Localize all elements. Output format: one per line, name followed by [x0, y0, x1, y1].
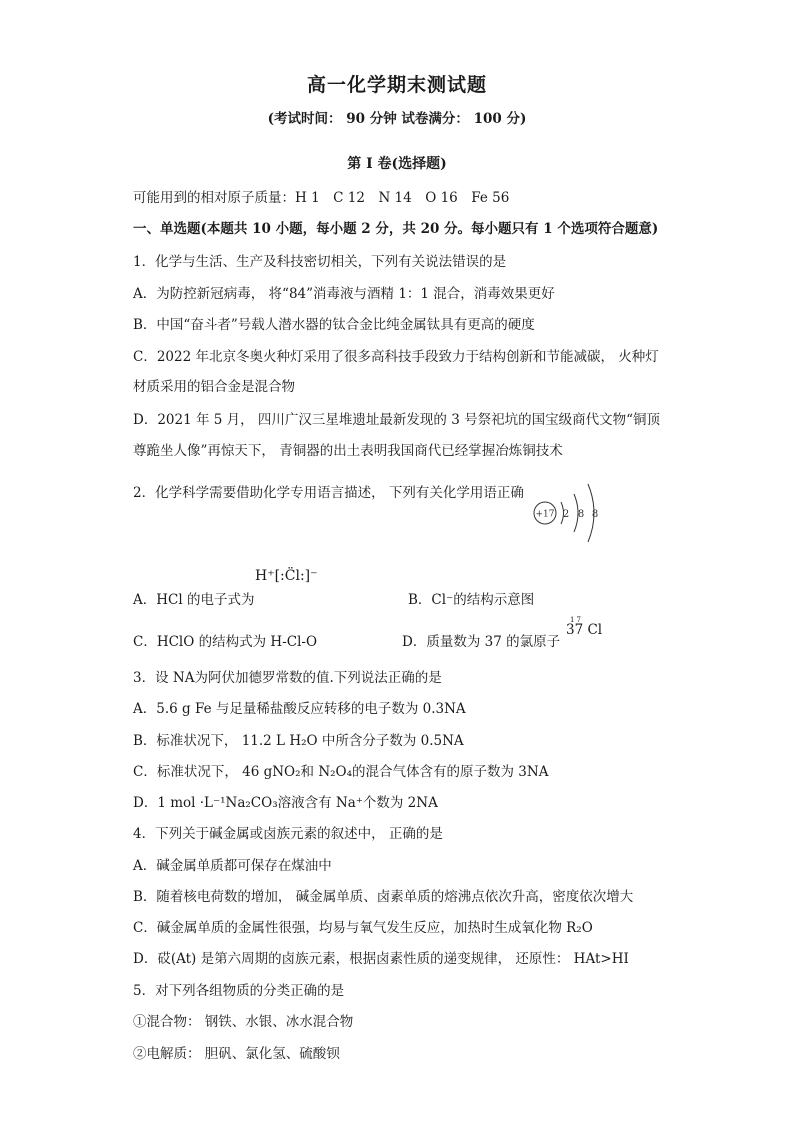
q5-stem: 5．对下列各组物质的分类正确的是	[133, 983, 345, 999]
part1-heading: 一、单选题(本题共 10 小题，每小题 2 分，共 20 分。每小题只有 1 个选项符合题意)	[133, 221, 659, 237]
isotope-symbol: 37 Cl	[566, 622, 603, 638]
q1-stem: 1．化学与生活、生产及科技密切相关，下列有关说法错误的是	[133, 254, 507, 270]
q2-option-b: B．Cl⁻的结构示意图	[408, 592, 535, 608]
section-heading: 第 I 卷(选择题)	[347, 156, 447, 172]
isotope-superscript: 17	[570, 616, 583, 624]
q3-option-b: B．标准状况下， 11.2 L H₂O 中所含分子数为 0.5NA	[133, 733, 464, 749]
q1-option-d-line1: D．2021 年 5 月， 四川广汉三星堆遗址最新发现的 3 号祭祀坑的国宝级商代文物“铜顶	[133, 412, 661, 428]
atom-nucleus-label: +17	[535, 509, 555, 520]
shell-2-electrons: 8	[577, 509, 585, 520]
atomic-masses: 可能用到的相对原子质量：H 1 C 12 N 14 O 16 Fe 56	[133, 190, 510, 206]
q2-stem: 2．化学科学需要借助化学专用语言描述， 下列有关化学用语正确	[133, 485, 524, 501]
q4-option-a: A．碱金属单质都可保存在煤油中	[133, 858, 332, 874]
shell-1-electrons: 2	[562, 509, 570, 520]
hcl-electron-formula: H⁺[:C̈l:]⁻	[255, 568, 318, 584]
q5-item-1: ①混合物： 钢铁、水银、冰水混合物	[133, 1014, 354, 1030]
chlorine-ion-structure-diagram	[532, 480, 612, 546]
q3-stem: 3．设 NA为阿伏加德罗常数的值.下列说法正确的是	[133, 670, 442, 686]
q3-option-d: D．1 mol ·L⁻¹Na₂CO₃溶液含有 Na⁺个数为 2NA	[133, 795, 438, 811]
q1-option-c-line2: 材质采用的铝合金是混合物	[133, 379, 295, 395]
q2-option-a: A．HCl 的电子式为	[133, 592, 255, 608]
q1-option-b: B．中国“奋斗者”号载人潜水器的钛合金比纯金属钛具有更高的硬度	[133, 317, 535, 333]
q5-item-2: ②电解质： 胆矾、氯化氢、硫酸钡	[133, 1046, 340, 1062]
exam-title: 高一化学期末测试题	[306, 74, 487, 96]
q4-stem: 4．下列关于碱金属或卤族元素的叙述中， 正确的是	[133, 826, 443, 842]
q2-option-d: D．质量数为 37 的氯原子	[402, 634, 561, 650]
q3-option-a: A．5.6 g Fe 与足量稀盐酸反应转移的电子数为 0.3NA	[133, 701, 466, 717]
q1-option-c-line1: C．2022 年北京冬奥火种灯采用了很多高科技手段致力于结构创新和节能减碳， 火种灯	[133, 349, 659, 365]
q1-option-d-line2: 尊跪坐人像”再惊天下， 青铜器的出土表明我国商代已经掌握冶炼铜技术	[133, 443, 563, 459]
q4-option-c: C．碱金属单质的金属性很强，均易与氧气发生反应，加热时生成氧化物 R₂O	[133, 920, 593, 936]
q4-option-b: B．随着核电荷数的增加， 碱金属单质、卤素单质的熔沸点依次升高，密度依次增大	[133, 889, 634, 905]
q1-option-a: A．为防控新冠病毒， 将“84”消毒液与酒精 1：1 混合，消毒效果更好	[133, 286, 555, 302]
q4-option-d: D．砹(At) 是第六周期的卤族元素，根据卤素性质的递变规律， 还原性： HAt>HI	[133, 951, 629, 967]
exam-subtitle: (考试时间： 90 分钟 试卷满分： 100 分)	[267, 111, 527, 127]
shell-3-electrons: 8	[591, 509, 599, 520]
q3-option-c: C．标准状况下， 46 gNO₂和 N₂O₄的混合气体含有的原子数为 3NA	[133, 764, 549, 780]
q2-option-c: C．HClO 的结构式为 H-Cl-O	[133, 634, 318, 650]
chlorine-isotope-notation	[566, 616, 603, 638]
